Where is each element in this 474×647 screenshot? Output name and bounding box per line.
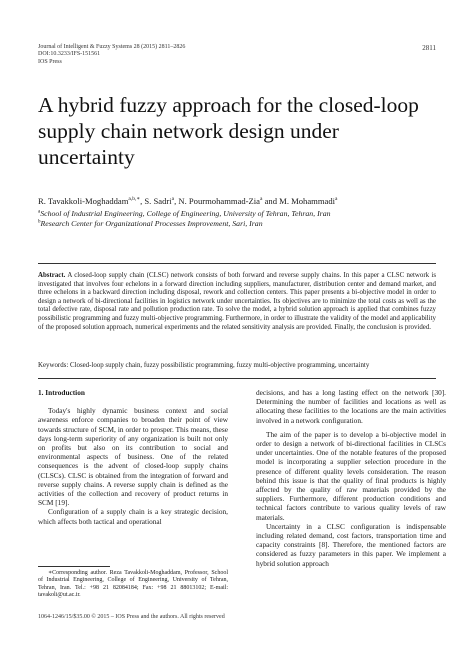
abstract-text: A closed-loop supply chain (CLSC) network consists of both forward and reverse supply chains. In this paper a CLSC network is investigated that involves four echelons in a forward direction including suppliers, manufacturer, distribution center and demand market, and three echelons in a backward direction including disposal, rework and collection centers. This paper presents a bi-objective model in order to design a network of bi-directional facilities in logistics network under uncertainties. Its objectives are to minimize the total costs as well as the total defective rate, disposal rate and pollution production rate. To solve the model, a hybrid solution approach is applied that combines fuzzy possibilistic programming and fuzzy multi-objective programming. Furthermore, in order to illustrate the validity of the model and applicability of the proposed solution approach, numerical experiments and the related sensitivity analysis are provided. Finally, the conclusion is provided. bbox=[38, 272, 437, 331]
keywords-label: Keywords: bbox=[38, 362, 69, 369]
affiliation: $^b$Research Center for Organizational Processes Improvement, Sari, Iran bbox=[38, 219, 263, 228]
affiliations bbox=[38, 209, 436, 229]
page-number: 2811 bbox=[422, 44, 436, 52]
abstract bbox=[38, 272, 436, 332]
corresponding-author-footnote: ∗Corresponding author. Reza Tavakkoli-Moghaddam, Professor, School of Industrial Engineering, College of Engineering, University of Tehran, Tehran, Iran. Tel.: +98 21 82084184; Fax: +98 21 88013102; E-mail: tavakoli@ut.ac.ir. bbox=[38, 570, 228, 599]
paper-title: A hybrid fuzzy approach for the closed-loop supply chain network design under uncertainty bbox=[38, 93, 419, 169]
doi: DOI:10.3233/IFS-151561 bbox=[38, 51, 101, 58]
footnote-rule bbox=[38, 566, 110, 567]
keywords-text: Closed-loop supply chain, fuzzy possibilistic programming, fuzzy multi-objective programming, uncertainty bbox=[69, 362, 370, 369]
right-column bbox=[256, 388, 446, 568]
body-paragraph: Configuration of a supply chain is a key strategic decision, which affects both tactical and operational bbox=[38, 507, 228, 526]
abstract-label: Abstract. bbox=[38, 272, 66, 279]
author-list bbox=[38, 196, 436, 207]
author: S. Sadri$^a$, bbox=[144, 196, 179, 206]
author: R. Tavakkoli-Moghaddam$^{a,b,∗}$, bbox=[38, 196, 145, 206]
publisher: IOS Press bbox=[38, 58, 62, 65]
abstract-bottom-rule bbox=[38, 378, 436, 379]
author: N. Pourmohammad-Zia$^a$ and bbox=[178, 196, 280, 206]
body-paragraph: Uncertainty in a CLSC configuration is indispensable including related demand, cost factors, transportation time and capacity constraints [8]. Therefore, the mentioned factors are considered as fuzzy parameters in this paper. We implement a hybrid solution approach bbox=[256, 521, 446, 568]
section-heading: 1. Introduction bbox=[38, 388, 85, 397]
journal-header bbox=[38, 44, 436, 66]
affiliation: $^a$School of Industrial Engineering, College of Engineering, University of Tehran, Tehran, Iran bbox=[38, 209, 331, 218]
abstract-top-rule bbox=[38, 263, 436, 264]
left-column bbox=[38, 388, 228, 526]
body-paragraph: The aim of the paper is to develop a bi-objective model in order to design a network of bi-directional facilities in CLSCs under uncertainties. One of the notable features of the proposed model is incorporating a supplier selection procedure in the presence of different quality levels consideration. The reason behind this issue is that the quality of final products is highly affected by the quality of raw materials provided by the suppliers. Furthermore, different production conditions and technical factors contribute to various quality levels of raw materials. bbox=[256, 429, 446, 522]
copyright-footer: 1064-1246/15/$35.00 © 2015 – IOS Press and the authors. All rights reserved bbox=[38, 614, 225, 620]
journal-line: Journal of Intelligent & Fuzzy Systems 28 (2015) 2811–2826 bbox=[38, 44, 186, 50]
body-paragraph: Today's highly dynamic business context and social awareness enforce companies to broaden their point of view towards structure of SCM, in order to prosper. This means, these days long-term superiority of any organization is built not only on profits but also on its contribution to social and environmental aspects of business. One of the related consequences is the advent of closed-loop supply chains (CLSCs). CLSC is obtained from the integration of forward and reverse supply chains. A reverse supply chain is defined as the activities of the collection and recovery of product returns in SCM [19]. bbox=[38, 406, 228, 508]
author: M. Mohammadi$^a$ bbox=[279, 196, 338, 206]
body-paragraph: decisions, and has a long lasting effect on the network [30]. Determining the number of facilities and locations as well as allocating these facilities to the locations are the main activities involved in a network configuration. bbox=[256, 388, 446, 425]
keywords bbox=[38, 362, 436, 371]
